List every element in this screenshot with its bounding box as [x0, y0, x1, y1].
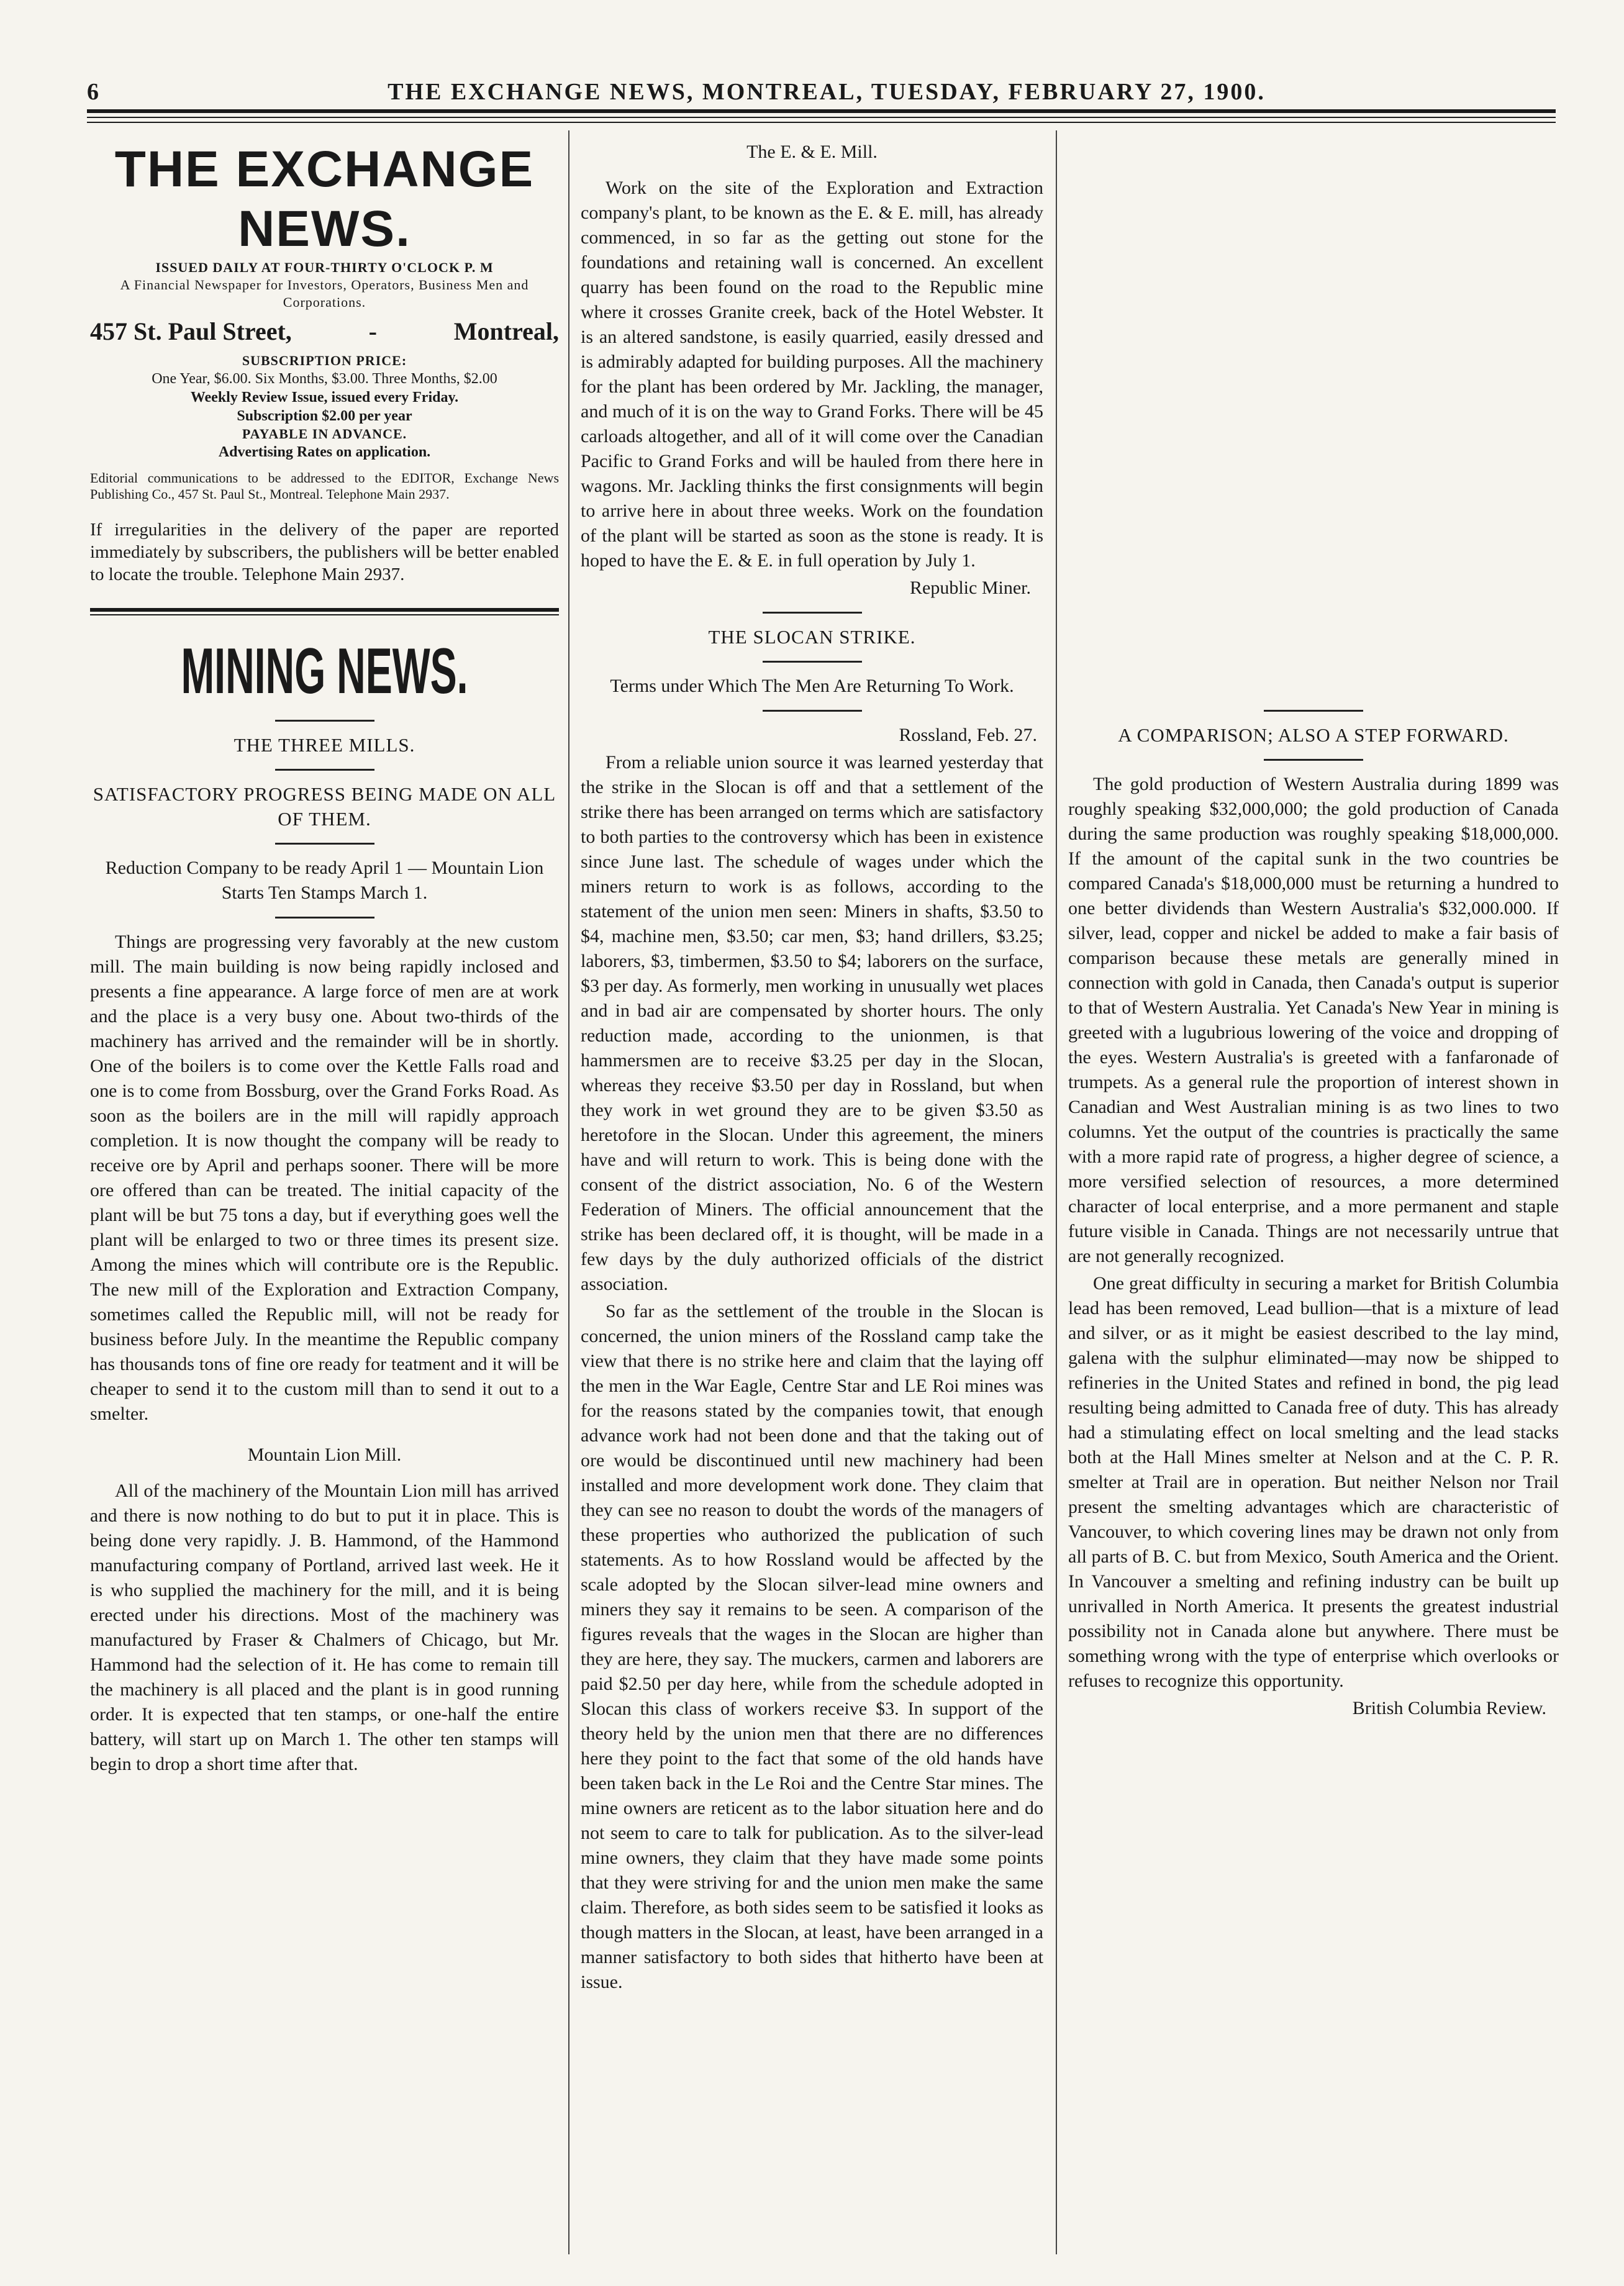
column-divider-1	[568, 130, 569, 2254]
advertising-note: Advertising Rates on application.	[218, 444, 431, 460]
article-paragraph: One great difficulty in securing a market for British Columbia lead has been removed, Lead bullion—that is a mixture of lead and silver, or as it might be easiest described to the lay mind, galena with the sulphur eliminated—may now be shipped to refineries in the United States and refined in bond, the pig lead resulting being admitted to Canada free of duty. This has already had a stimulating effect on local smelting and the lead stacks both at the Hall Mines smelter at Nelson and at the C. P. R. smelter at Trail are in operation. But neither Nelson nor Trail present the smelting advantages which are characteristic of Vancouver, to which covering lines may be drawn not only from all parts of B. C. but from Mexico, South America and the Orient. In Vancouver a smelting and refining industry can be built up unrivalled in North America. It presents the greatest industrial possibility not in Canada alone but anywhere. There must be something wrong with the type of enterprise which overlooks or refuses to recognize this opportunity.	[1068, 1273, 1559, 1691]
dateline: Rossland, Feb. 27.	[899, 725, 1037, 745]
short-rule	[1264, 710, 1363, 712]
short-rule	[275, 720, 374, 722]
deck-slocan: Terms under Which The Men Are Returning To Work.	[610, 676, 1014, 696]
short-rule	[763, 612, 862, 614]
credit-bc-review: British Columbia Review.	[1352, 1698, 1546, 1718]
column-2	[581, 140, 1043, 1995]
payable-note: PAYABLE IN ADVANCE.	[242, 426, 407, 442]
masthead-issued: ISSUED DAILY AT FOUR-THIRTY O'CLOCK P. M	[155, 260, 494, 275]
masthead-rule-thin	[90, 614, 559, 615]
header-rule-thick	[87, 109, 1556, 113]
subhead-mountain-lion: Mountain Lion Mill.	[247, 1445, 402, 1465]
column-3	[1068, 699, 1559, 1727]
credit-republic-miner: Republic Miner.	[910, 578, 1031, 598]
masthead-tagline: A Financial Newspaper for Investors, Operators, Business Men and Corporations.	[120, 277, 529, 310]
header-rule-thin	[87, 117, 1556, 118]
masthead-address	[90, 315, 559, 348]
short-rule	[275, 917, 374, 918]
article-paragraph: So far as the settlement of the trouble in the Slocan is concerned, the union miners of the Rossland camp take the view that there is no strike here and claim that the laying off the men in the War Eagle, Centre Star and LE Roi mines was for the reasons stated by the companies towit, that enough advance work had not been done and that the taking out of ore would be discontinued until new machinery had been installed and more development work done. They claim that they can see no reason to doubt the words of the managers of these properties who authorized the publication of such statements. As to how Rossland would be affected by the scale adopted by the Slocan silver-lead mine owners and miners they say it remains to be seen. A comparison of the figures reveals that the wages in the Slocan are higher than they are here, they say. The muckers, carmen and laborers are paid $2.50 per day here, while from the schedule adopted in Slocan this class of workers receive $3. In support of the theory held by the union men that there are no differences here they point to the fact that some of the old hands have been taken back in the Le Roi and the Centre Star mines. The mine owners are reticent as to the labor situation here and do not seem to care to talk for publication. As to the silver-lead mine owners, they claim that they have made some points that they were striving for and the union men make the same claim. Therefore, as both sides seem to be satisfied it looks as though matters in the Slocan, at least, have been arranged in a manner satisfactory to both sides that hitherto have been at issue.	[581, 1301, 1043, 1992]
running-title: THE EXCHANGE NEWS, MONTREAL, TUESDAY, FEBRUARY 27, 1900.	[388, 79, 1266, 105]
article-paragraph: Things are progressing very favorably at the new custom mill. The main building is now being rapidly inclosed and presents a fine appearance. A large force of men are at work and the place is a very busy one. About two-thirds of the machinery has arrived and the remainder will be in shortly. One of the boilers is to come over the Kettle Falls road and one is to come from Bossburg, over the Grand Forks Road. As soon as the boilers are in the mill will rapidly approach completion. It is now thought the company will be ready to receive ore by April and perhaps sooner. There will be more ore offered than can be treated. The initial capacity of the plant will be but 75 tons a day, but if everything goes well the plant will be enlarged to two or three times its present size. Among the mines which will contribute ore is the Republic. The new mill of the Exploration and Extraction Company, sometimes called the Republic mill, will not be ready for business before July. In the meantime the Republic company has thousands tons of fine ore ready for teatment and it will be cheaper to send it to the custom mill than to send it out to a smelter.	[90, 932, 559, 1424]
article-paragraph: From a reliable union source it was learned yesterday that the strike in the Slocan is off and that a settlement of the strike there has been arranged on terms which are satisfactory to both parties to the controversy which has been in existence since June last. The schedule of wages under which the miners return to work is as follows, according to the statement of the union men seen: Miners in shafts, $3.50 to $4, machine men, $3.50; car men, $3; hand drillers, $3.25; laborers, $3, timbermen, $3.50 to $4; laborers on the surface, $3 per day. As formerly, men working in unusually wet places and in bad air are compensated by shorter hours. The only reduction made, according to the unionmen, is that hammersmen are to receive $3.25 per day in the Slocan, whereas they receive $3.50 per day in Rossland, but when they work in wet ground they are to be given $3.50 as heretofore in the Slocan. Under this agreement, the miners have and will return to work. This is being done with the consent of the district association, No. 6 of the Western Federation of Miners. The official announcement that the strike has been declared off, it is thought, will be made in a few days by the duly authorized officials of the district association.	[581, 752, 1043, 1294]
address-street: 457 St. Paul Street,	[90, 317, 292, 345]
running-header	[87, 73, 1553, 111]
subhead-ee-mill: The E. & E. Mill.	[746, 142, 878, 162]
subscription-prices: One Year, $6.00. Six Months, $3.00. Three Months, $2.00	[152, 371, 497, 387]
deck-reduction: Reduction Company to be ready April 1 — Mountain Lion Starts Ten Stamps March 1.	[105, 858, 544, 903]
article-paragraph: The gold production of Western Australia during 1899 was roughly speaking $32,000,000; the gold production of Canada during the same production was roughly speaking $18,000,000. If the amount of the capital sunk in the two countries be compared Canada's $18,000,000 must be returning a hundred to one better dividends than Western Australia's $32,000.000. If silver, lead, copper and nickel be added to make a fair basis of comparison because these metals are generally mined in connection with gold in Canada, then Canada's output is superior to that of Western Australia. Yet Canada's New Year in mining is greeted with a lugubrious lowering of the voice and dropping of the eyes. Western Australia's is greeted with a fanfaronade of trumpets. As a general rule the proportion of interest shown in Canadian and West Australian mining is as two lines to two columns. Yet the output of the countries is practically the same with a more rapid rate of progress, a higher degree of science, a more versified selection of resources, a more determined character of local enterprise, and a more permanent and staple future visible in Canada. Things are not necessarily untrue that are not generally recognized.	[1068, 774, 1559, 1266]
headline-satisfactory: SATISFACTORY PROGRESS BEING MADE ON ALL OF THEM.	[93, 783, 556, 830]
address-dash: -	[368, 317, 377, 345]
section-title: MINING NEWS.	[181, 635, 468, 707]
short-rule	[275, 769, 374, 771]
weekly-issue: Weekly Review Issue, issued every Friday.	[190, 389, 459, 406]
column-1	[90, 140, 559, 1777]
article-paragraph: All of the machinery of the Mountain Lion mill has arrived and there is now nothing to do but to put it in place. This is being done very rapidly. J. B. Hammond, of the Hammond manufacturing company of Portland, arrived last week. He it is who supplied the machinery for the mill, and it is being erected under his directions. Most of the machinery was manufactured by Fraser & Chalmers of Chicago, but Mr. Hammond had the selection of it. He has come to remain till the machinery is all placed and the plant is in good running order. It is expected that ten stamps, or one-half the entire battery, will start up on March 1. The other ten stamps will begin to drop a short time after that.	[90, 1481, 559, 1774]
weekly-subscription: Subscription $2.00 per year	[237, 408, 412, 424]
subscription-heading: SUBSCRIPTION PRICE:	[242, 353, 407, 368]
address-city: Montreal,	[453, 317, 559, 345]
short-rule	[763, 710, 862, 712]
page-number: 6	[87, 79, 101, 105]
masthead-title: THE EXCHANGE NEWS.	[114, 141, 535, 257]
headline-comparison: A COMPARISON; ALSO A STEP FORWARD.	[1118, 724, 1509, 746]
short-rule	[763, 661, 862, 663]
masthead-rule	[90, 608, 559, 612]
header-rule-thin-2	[87, 122, 1556, 123]
headline-three-mills: THE THREE MILLS.	[234, 734, 415, 756]
editorial-note: Editorial communications to be addressed to the EDITOR, Exchange News Publishing Co., 457 St. Paul St., Montreal. Telephone Main 2937.	[90, 470, 559, 502]
short-rule	[1264, 759, 1363, 761]
headline-slocan: THE SLOCAN STRIKE.	[708, 626, 916, 648]
irregularities-note: If irregularities in the delivery of the paper are reported immediately by subscribers, the publishers will be better enabled to locate the trouble. Telephone Main 2937.	[90, 520, 559, 584]
article-paragraph: Work on the site of the Exploration and Extraction company's plant, to be known as the E. & E. mill, has already commenced, in so far as the getting out stone for the foundations and retaining wall is concerned. An excellent quarry has been found on the road to the Republic mine where it crosses Granite creek, back of the Hotel Webster. It is an altered sandstone, is easily quarried, easily dressed and is admirably adapted for building purposes. All the machinery for the plant has been ordered by Mr. Jackling, the manager, and much of it is on the way to Grand Forks. There will be 45 carloads altogether, and all of it will come over the Canadian Pacific to Grand Forks and will be hauled from there here in wagons. Mr. Jackling thinks the first consignments will begin to arrive here in about three weeks. Work on the foundation of the plant will be started as soon as the stone is ready. It is hoped to have the E. & E. in full operation by July 1.	[581, 178, 1043, 571]
column-divider-2	[1056, 130, 1057, 2254]
short-rule	[275, 843, 374, 845]
